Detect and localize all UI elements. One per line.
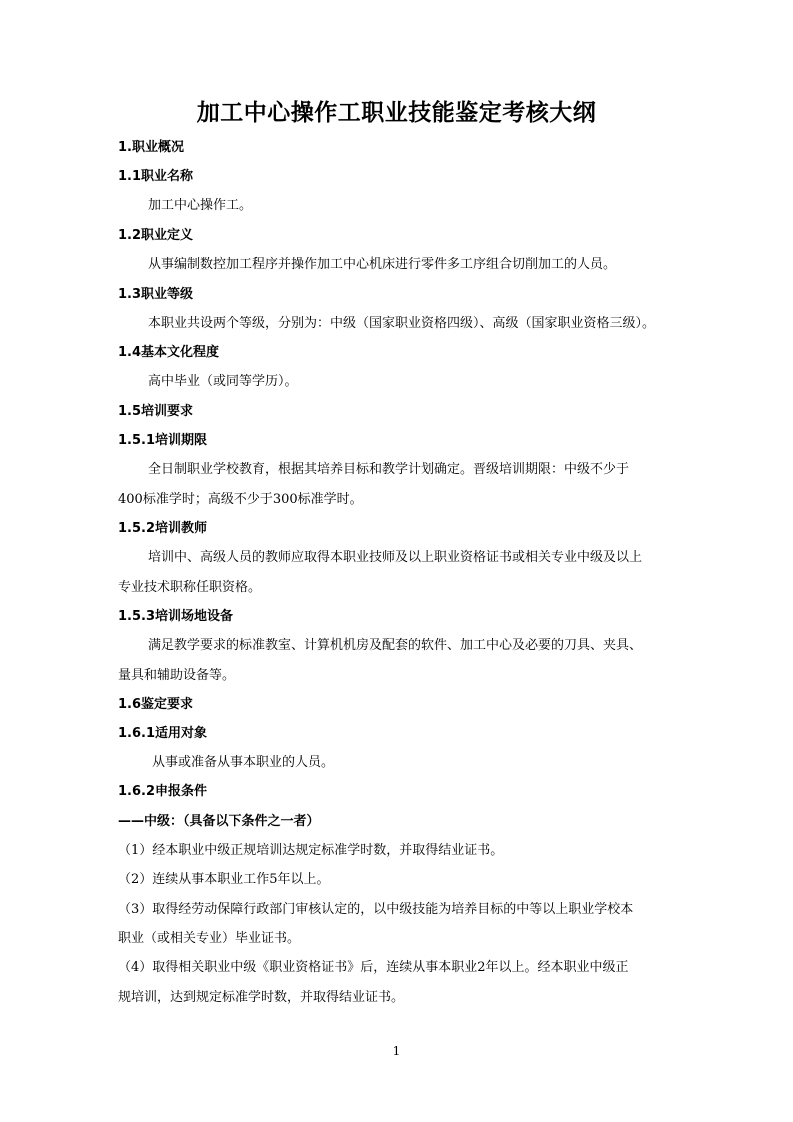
page-number: 1 <box>392 1044 401 1058</box>
section-heading: 1.3职业等级 <box>118 287 194 302</box>
section-heading: 1.6.2申报条件 <box>118 784 208 799</box>
paragraph: 量具和辅助设备等。 <box>118 668 236 683</box>
section-heading: 1.1职业名称 <box>118 169 194 184</box>
section-heading: 1.4基本文化程度 <box>118 345 220 360</box>
section-heading: 1.6鉴定要求 <box>118 697 194 712</box>
paragraph: 培训中、高级人员的教师应取得本职业技师及以上职业资格证书或相关专业中级及以上 <box>148 550 643 565</box>
section-heading: 1.5.3培训场地设备 <box>118 609 234 624</box>
paragraph: 专业技术职称任职资格。 <box>118 580 262 595</box>
paragraph: 从事或准备从事本职业的人员。 <box>152 755 335 770</box>
document-title: 加工中心操作工职业技能鉴定考核大纲 <box>196 100 597 126</box>
paragraph: 满足教学要求的标准教室、计算机机房及配套的软件、加工中心及必要的刀具、夹具、 <box>148 638 643 653</box>
section-heading: 1.职业概况 <box>118 140 184 155</box>
list-item: （3）取得经劳动保障行政部门审核认定的，以中级技能为培养目标的中等以上职业学校本 <box>118 902 634 917</box>
section-heading: 1.5.2培训教师 <box>118 521 208 536</box>
paragraph: 从事编制数控加工程序并操作加工中心机床进行零件多工序组合切削加工的人员。 <box>148 257 617 272</box>
section-heading: 1.2职业定义 <box>118 228 194 243</box>
list-item: （1）经本职业中级正规培训达规定标准学时数，并取得结业证书。 <box>118 843 504 858</box>
section-heading: 1.5培训要求 <box>118 404 194 419</box>
section-heading: 1.5.1培训期限 <box>118 433 208 448</box>
paragraph: 高中毕业（或同等学历）。 <box>148 374 298 389</box>
paragraph: 全日制职业学校教育，根据其培养目标和教学计划确定。晋级培训期限：中级不少于 <box>148 462 630 477</box>
list-item: （4）取得相关职业中级《职业资格证书》后，连续从事本职业2年以上。经本职业中级正 <box>118 960 629 975</box>
section-heading: 1.6.1适用对象 <box>118 726 208 741</box>
paragraph: 400标准学时；高级不少于300标准学时。 <box>118 492 363 507</box>
list-item-continuation: 规培训，达到规定标准学时数，并取得结业证书。 <box>118 990 405 1005</box>
list-item: （2）连续从事本职业工作5年以上。 <box>118 872 330 887</box>
sub-heading: ——中级：（具备以下条件之一者） <box>118 814 320 829</box>
paragraph: 本职业共设两个等级，分别为：中级（国家职业资格四级）、高级（国家职业资格三级）。 <box>148 316 656 331</box>
list-item-continuation: 职业（或相关专业）毕业证书。 <box>118 931 301 946</box>
paragraph: 加工中心操作工。 <box>148 198 253 213</box>
